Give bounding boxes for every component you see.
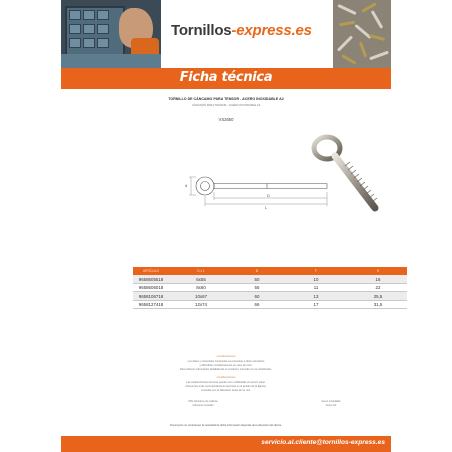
product-title: TORNILLO DE CÁNCAMO PARA TENSOR - ACERO INOXIDABLE A2 bbox=[168, 97, 284, 101]
bin bbox=[61, 54, 161, 68]
tools-photo bbox=[61, 0, 161, 68]
table-cell: 9658127418 bbox=[138, 302, 164, 308]
standard-sub: Cáncamo roscado bbox=[192, 404, 214, 407]
table-cell: 6x55 bbox=[196, 276, 206, 282]
notes-title-2: consideraciones bbox=[216, 376, 236, 379]
dimensions-table bbox=[133, 267, 407, 309]
table-cell: 10 bbox=[313, 276, 319, 282]
product-code: VS2650 bbox=[218, 117, 234, 122]
table-cell: 66 bbox=[254, 302, 260, 308]
note-line: Ofrecemos unas recomendaciones técnicas en el ámbito de la fijación. bbox=[185, 385, 267, 388]
material-label: Acero inoxidable bbox=[321, 400, 341, 403]
technical-drawing bbox=[175, 170, 331, 222]
disclaimer: Documento no contractual, la veracidad de dicha información depende de la dirección del cliente. bbox=[170, 424, 282, 427]
col-header: B bbox=[255, 269, 259, 274]
table-cell: 55 bbox=[254, 285, 260, 291]
table-header bbox=[133, 267, 407, 275]
label-length: L bbox=[265, 205, 268, 210]
technical-sheet bbox=[61, 0, 391, 452]
header bbox=[61, 0, 391, 68]
col-header: D x L bbox=[197, 269, 205, 274]
standard-label: DIN Cáncamo de cabeza bbox=[188, 400, 218, 403]
brand-name bbox=[171, 22, 312, 39]
note-line: Para obtener información detallada de un producto, consulte con su distribuidor. bbox=[180, 368, 272, 371]
table-cell: 12x74 bbox=[195, 302, 207, 308]
note-line: Los datos y contenidos contenidos se presentan a título orientativo bbox=[187, 360, 265, 363]
table-cell: 17 bbox=[313, 302, 319, 308]
product-subtitle: CÁNCAMO PARA TENSOR - ACERO INOXIDABLE A2 bbox=[191, 103, 261, 107]
table-cell: 8x60 bbox=[196, 285, 206, 291]
table-cell: 11 bbox=[313, 285, 319, 291]
table-cell: 25,5 bbox=[373, 293, 383, 299]
table-row bbox=[133, 301, 407, 310]
col-header: H bbox=[376, 269, 380, 274]
table-cell: 10x67 bbox=[195, 293, 207, 299]
note-line: y difundirán consideraciones en caso de error. bbox=[199, 364, 253, 367]
table-cell: 9658605518 bbox=[138, 276, 164, 282]
table-cell: 31,5 bbox=[373, 302, 383, 308]
label-d: d bbox=[185, 183, 188, 188]
table-row bbox=[133, 284, 407, 293]
screws-photo bbox=[333, 0, 391, 68]
table-cell: 16 bbox=[375, 276, 381, 282]
logo bbox=[161, 0, 333, 68]
table-cell: 22 bbox=[375, 285, 381, 291]
material-sub: Acero A2 bbox=[325, 404, 337, 407]
notes-title-1: consideraciones bbox=[216, 355, 236, 358]
table-cell: 13 bbox=[313, 293, 319, 299]
table-cell: 9658106718 bbox=[138, 293, 164, 299]
col-header: F bbox=[315, 269, 317, 274]
note-line: Las características técnicas pueden ser modificadas sin previo aviso. bbox=[186, 381, 266, 384]
note-line: Consulte con el fabricante antes de su uso. bbox=[201, 389, 251, 392]
page-title: Ficha técnica bbox=[179, 70, 273, 85]
footer-bar bbox=[61, 436, 391, 452]
title-bar bbox=[61, 68, 391, 89]
table-row bbox=[133, 275, 407, 284]
table-row bbox=[133, 292, 407, 301]
brand-name-part: Tornillos bbox=[171, 22, 232, 39]
col-header: ARTÍCULO bbox=[142, 269, 160, 274]
brand-name-accent: -express.es bbox=[231, 22, 312, 39]
contact-email[interactable]: servicio.al.cliente@tornillos-express.es bbox=[261, 439, 385, 446]
table-cell: 60 bbox=[254, 293, 260, 299]
table-cell: 9658606018 bbox=[138, 285, 164, 291]
label-diameter: D bbox=[267, 193, 270, 198]
table-cell: 50 bbox=[254, 276, 260, 282]
